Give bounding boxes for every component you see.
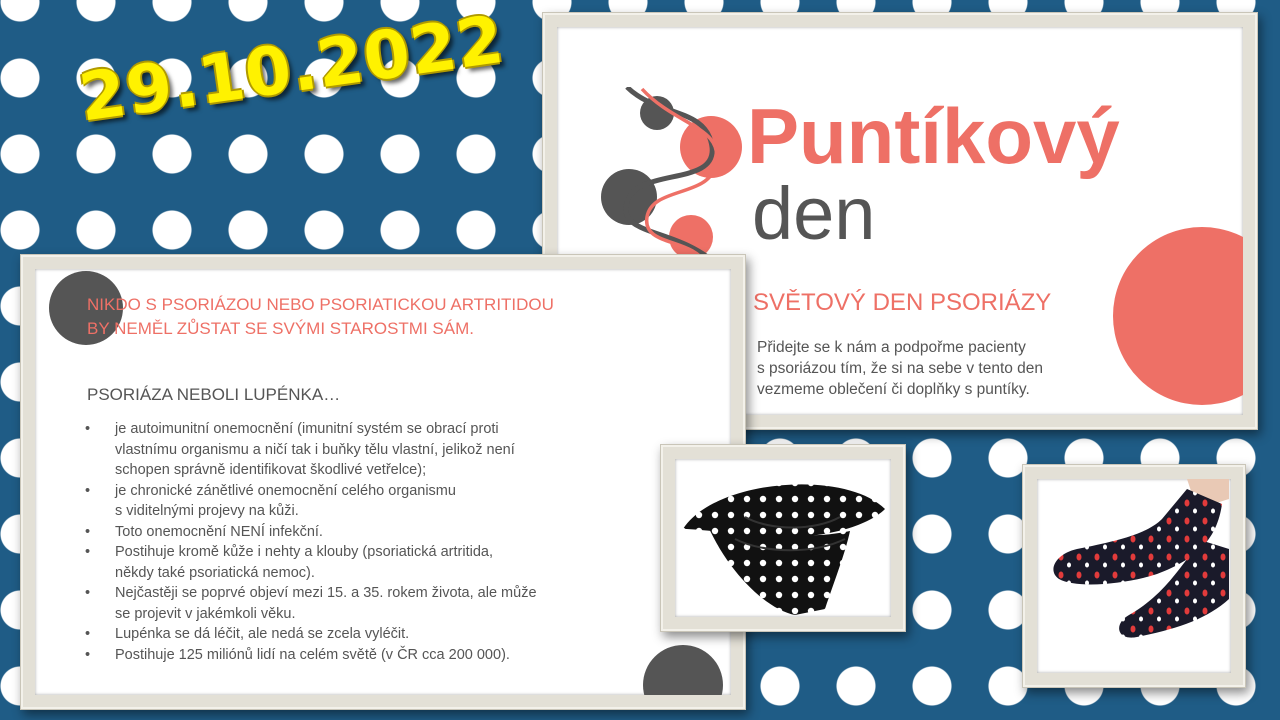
bullet-icon: • (85, 544, 91, 560)
bullet-icon: • (85, 482, 91, 499)
poster-description-line: s psoriázou tím, že si na sebe v tento den (757, 360, 1044, 377)
list-item-line: Lupénka se dá léčit, ale nedá se zcela vyléčit. (115, 626, 410, 642)
list-item (85, 542, 685, 583)
list-item (85, 481, 685, 522)
info-heading-line: NIKDO S PSORIÁZOU NEBO PSORIATICKOU ARTRITIDOU (87, 295, 554, 314)
info-heading (87, 293, 687, 341)
poster-title: Puntíkový (747, 92, 1120, 180)
list-item-line: Toto onemocnění NENÍ infekční. (115, 523, 323, 540)
list-item-line: je chronické zánětlivé onemocnění celého organismu (115, 482, 456, 499)
list-item-line: s viditelnými projevy na kůži. (115, 503, 299, 519)
decorative-coral-circle (1113, 227, 1243, 405)
list-item-line: schopen správně identifikovat škodlivé vetřelce); (115, 462, 427, 478)
poster-description-line: Přidejte se k nám a podpořme pacienty (757, 339, 1026, 356)
puntikovy-logo-icon (597, 87, 747, 267)
info-heading-line: BY NEMĚL ZŮSTAT SE SVÝMI STAROSTMI SÁM. (87, 319, 474, 338)
scarf-photo-frame (660, 444, 906, 632)
list-item-line: někdy také psoriatická nemoc). (115, 564, 315, 581)
info-bullet-list (85, 419, 685, 665)
bullet-icon: • (85, 523, 91, 540)
polka-dot-socks-icon (1037, 479, 1229, 671)
info-frame (20, 254, 746, 710)
list-item (85, 645, 685, 666)
list-item-line: Postihuje 125 miliónů lidí na celém světě (v ČR cca 200 000). (115, 646, 510, 663)
info-card (35, 269, 731, 695)
polka-dot-scarf-icon (675, 459, 889, 615)
poster-title-second-line: den (752, 172, 876, 255)
list-item-line: se projevit v jakémkoli věku. (115, 605, 296, 622)
bullet-icon: • (85, 421, 91, 437)
scarf-photo (675, 459, 891, 617)
list-item (85, 583, 685, 624)
list-item (85, 624, 685, 645)
poster-description-line: vezmeme oblečení či doplňky s puntíky. (757, 381, 1030, 398)
poster-description (757, 337, 1097, 400)
list-item (85, 419, 685, 481)
socks-photo (1037, 479, 1231, 673)
poster-subtitle: SVĚTOVÝ DEN PSORIÁZY (753, 289, 1052, 316)
bullet-icon: • (85, 646, 91, 663)
list-item-line: Nejčastěji se poprvé objeví mezi 15. a 35. rokem života, ale může (115, 585, 537, 601)
list-item-line: je autoimunitní onemocnění (imunitní systém se obrací proti (115, 421, 499, 437)
socks-photo-frame (1022, 464, 1246, 688)
list-item-line: Postihuje kromě kůže i nehty a klouby (psoriatická artritida, (115, 544, 493, 560)
list-item (85, 522, 685, 543)
info-subheading: PSORIÁZA NEBOLI LUPÉNKA… (87, 385, 341, 404)
list-item-line: vlastnímu organismu a ničí tak i buňky tělu vlastní, jelikož není (115, 441, 515, 458)
bullet-icon: • (85, 626, 91, 642)
bullet-icon: • (85, 585, 91, 601)
event-date: 29.10.2022 (74, 0, 509, 137)
